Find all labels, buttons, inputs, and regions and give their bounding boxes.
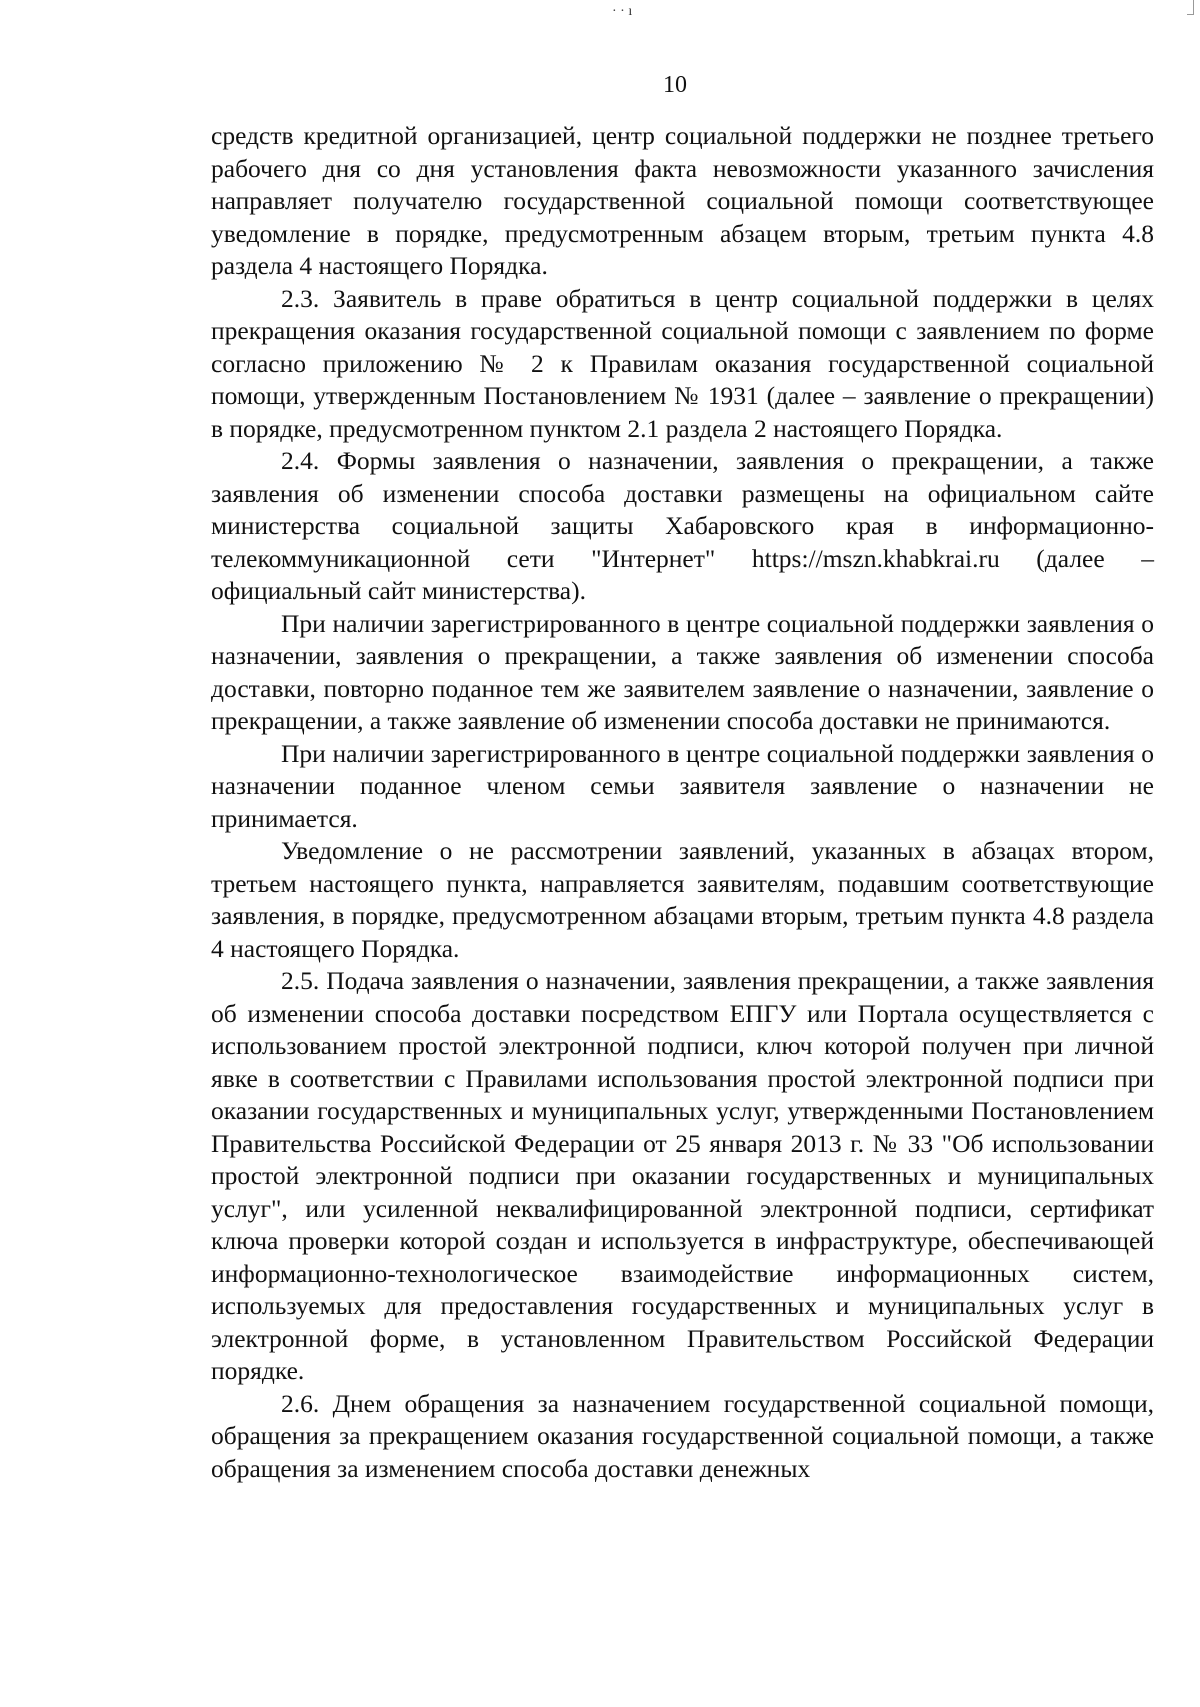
scan-artifact: · · ı [612, 4, 633, 19]
paragraph-continuation: средств кредитной организацией, центр социальной поддержки не позднее третьего рабочего дня со дня установления факта невозможности указанного зачисления направляет получателю государственной социальной помощи соответствующее уведомление в порядке, предусмотренным абзацем вторым, третьим пункта 4.8 раздела 4 настоящего Порядка. [211, 121, 1154, 280]
paragraph-2-5: 2.5. Подача заявления о назначении, заявления прекращении, а также заявления об изменении способа доставки посредством ЕПГУ или Портала осуществляется с использованием простой электронной подписи, ключ которой получен при личной явке в соответствии с Правилами использования простой электронной подписи при оказании государственных и муниципальных услуг, утвержденными Постановлением Правительства Российской Федерации от 25 января 2013 г. № 33 "Об использовании простой электронной подписи при оказании государственных и муниципальных услуг", или усиленной неквалифицированной электронной подписи, сертификат ключа проверки которой создан и используется в инфраструктуре, обеспечивающей информационно-технологическое взаимодействие информационных систем, используемых для предоставления государственных и муниципальных услуг в электронной форме, в установленном Правительством Российской Федерации порядке. [211, 966, 1154, 1385]
paragraph-2-4-second: При наличии зарегистрированного в центре социальной поддержки заявления о назначении, заявления о прекращении, а также заявления об изменении способа доставки, повторно поданное тем же заявителем заявление о назначении, заявление о прекращении, а также заявление об изменении способа доставки не принимаются. [211, 608, 1154, 735]
paragraph-2-3: 2.3. Заявитель в праве обратиться в центр социальной поддержки в целях прекращения оказания государственной социальной помощи с заявлением по форме согласно приложению № 2 к Правилам оказания государственной социальной помощи, утвержденным Постановлением № 1931 (далее – заявление о прекращении) в порядке, предусмотренном пунктом 2.1 раздела 2 настоящего Порядка. [211, 283, 1154, 443]
corner-artifact [1187, 0, 1194, 15]
paragraph-2-6: 2.6. Днем обращения за назначением государственной социальной помощи, обращения за прекращением оказания государственной социальной помощи, а также обращения за изменением способа доставки денежных [211, 1388, 1154, 1483]
page-number: 10 [663, 72, 687, 98]
document-body [211, 120, 1154, 1485]
paragraph-2-4-fourth: Уведомление о не рассмотрении заявлений, указанных в абзацах втором, третьем настоящего пункта, направляется заявителям, подавшим соответствующие заявления, в порядке, предусмотренном абзацами вторым, третьим пункта 4.8 раздела 4 настоящего Порядка. [211, 836, 1154, 963]
paragraph-2-4: 2.4. Формы заявления о назначении, заявления о прекращении, а также заявления об изменении способа доставки размещены на официальном сайте министерства социальной защиты Хабаровского края в информационно-телекоммуникационной сети "Интернет" https://mszn.khabkrai.ru (далее – официальный сайт министерства). [211, 446, 1154, 605]
paragraph-2-4-third: При наличии зарегистрированного в центре социальной поддержки заявления о назначении поданное членом семьи заявителя заявление о назначении не принимается. [211, 738, 1154, 833]
